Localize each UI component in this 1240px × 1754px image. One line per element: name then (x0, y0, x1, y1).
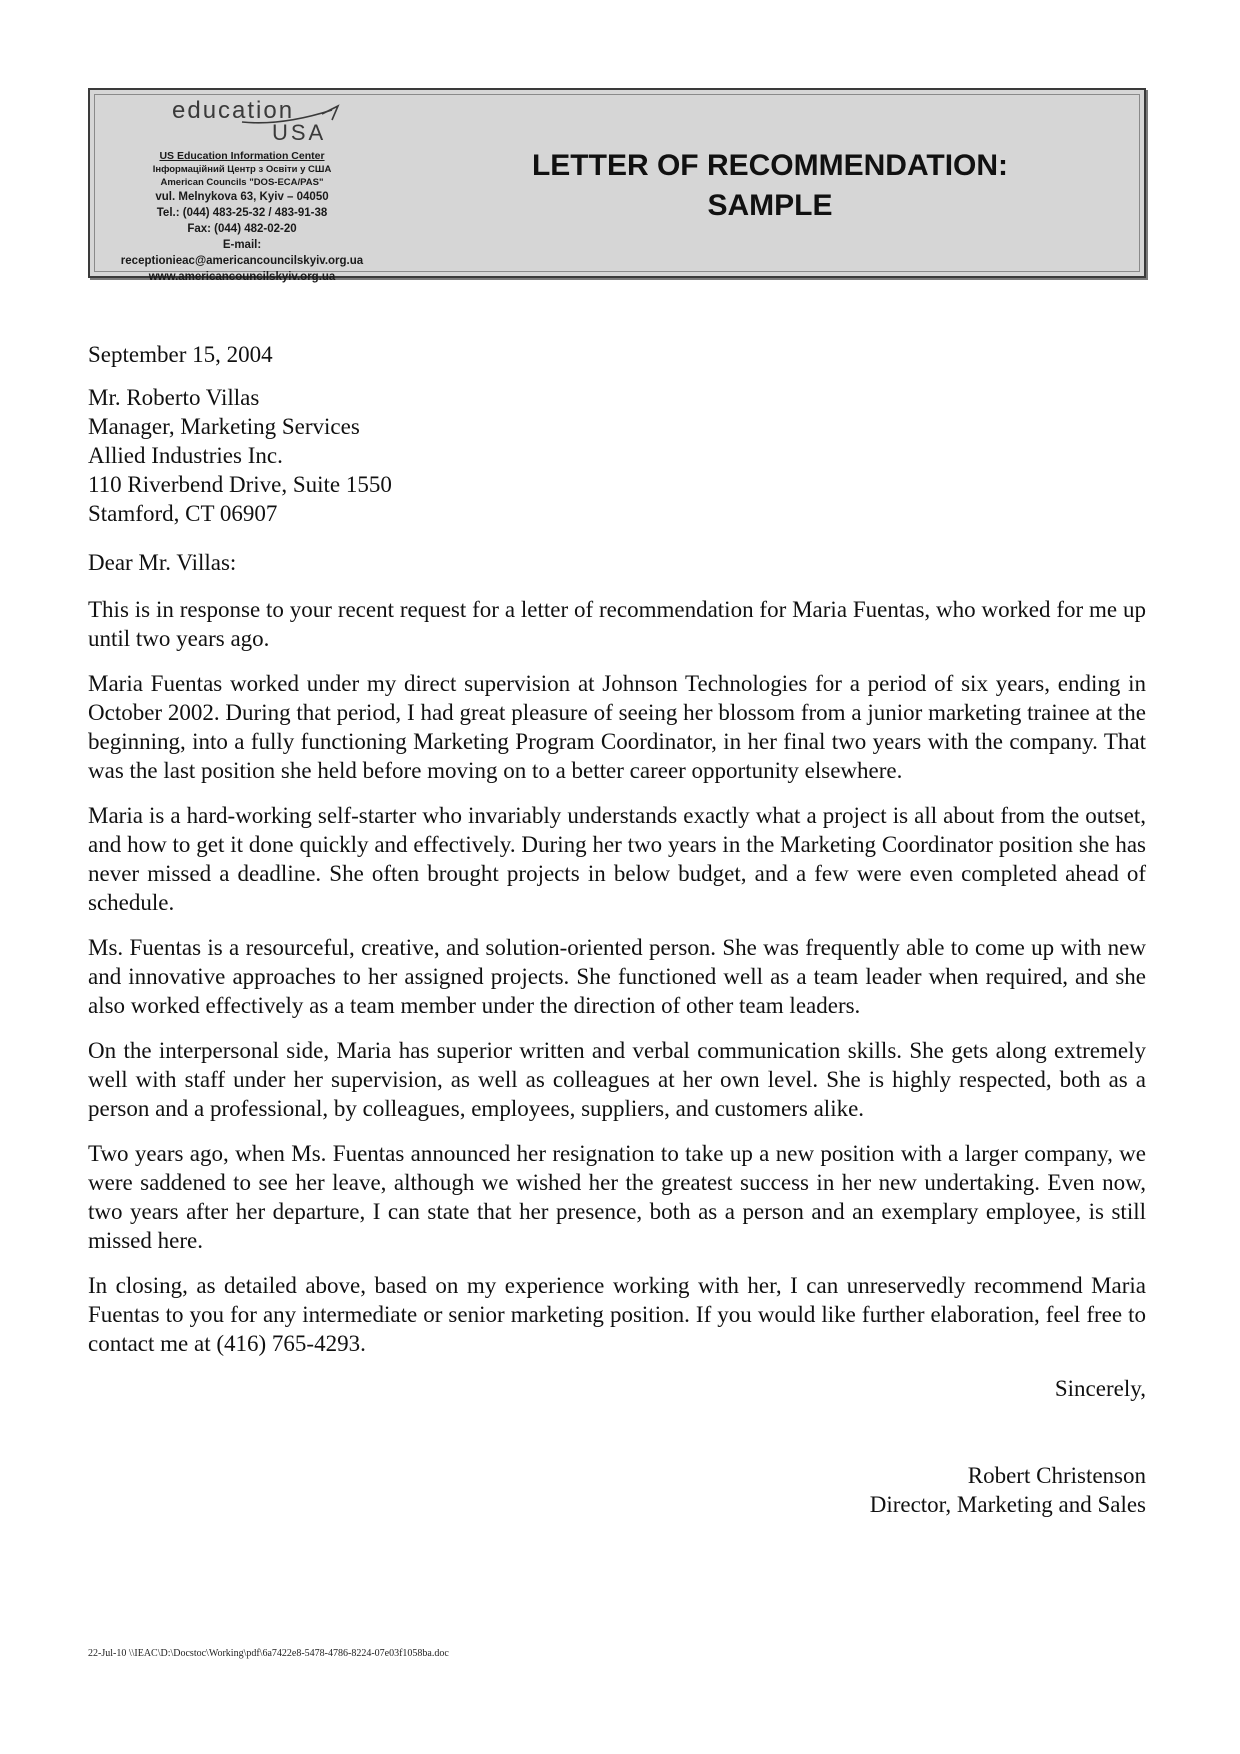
signature-block (88, 1461, 1146, 1519)
org-affiliation: American Councils "DOS-ECA/PAS" (160, 177, 324, 188)
org-fax: Fax: (044) 482-02-20 (187, 223, 297, 235)
org-name: US Education Information Center (159, 150, 325, 162)
signer-title: Director, Marketing and Sales (869, 1492, 1146, 1517)
title-line-1: LETTER OF RECOMMENDATION: (531, 149, 1009, 182)
paragraph: On the interpersonal side, Maria has superior written and verbal communication skills. She gets along extremely well with staff under her supervision, as well as colleagues at her own level. She is highly respected, both as a person and a professional, by colleagues, employees, suppliers, and customers alike. (88, 1038, 1146, 1121)
recipient-title: Manager, Marketing Services (88, 414, 360, 439)
paragraph: This is in response to your recent request for a letter of recommendation for Maria Fuentas, who worked for me up until two years ago. (88, 597, 1146, 651)
recipient-name: Mr. Roberto Villas (88, 385, 260, 410)
recipient-city: Stamford, CT 06907 (88, 501, 278, 526)
closing: Sincerely, (1054, 1376, 1146, 1401)
footer-file-path: 22-Jul-10 \\IEAC\D:\Docstoc\Working\pdf\6a7422e8-5478-4786-8224-07e03f1058ba.doc (88, 1648, 449, 1659)
paragraph: Ms. Fuentas is a resourceful, creative, and solution-oriented person. She was frequently able to come up with new and innovative approaches to her assigned projects. She functioned well as a team leader when required, and she also worked effectively as a team member under the direction of other team leaders. (88, 935, 1146, 1018)
recipient-street: 110 Riverbend Drive, Suite 1550 (88, 472, 392, 497)
recipient-company: Allied Industries Inc. (88, 443, 283, 468)
document-title (430, 146, 1110, 226)
letter-body (88, 340, 1146, 1519)
paragraph: Maria Fuentas worked under my direct supervision at Johnson Technologies for a period of six years, ending in October 2002. During that period, I had great pleasure of seeing her blossom from a junior marketing trainee at the beginning, into a fully functioning Marketing Program Coordinator, in her final two years with the company. That was the last position she held before moving on to a better career opportunity elsewhere. (88, 671, 1146, 783)
org-website: www.americancouncilskyiv.org.ua (148, 271, 336, 283)
org-address: vul. Melnykova 63, Kyiv – 04050 (155, 191, 329, 203)
paragraph: In closing, as detailed above, based on my experience working with her, I can unreservedly recommend Maria Fuentas to you for any intermediate or senior marketing position. If you would like further elaboration, feel free to contact me at (416) 765-4293. (88, 1273, 1146, 1356)
org-name-ukrainian: Інформаційний Центр з Освіти у США (152, 164, 332, 175)
education-usa-logo-graphic (122, 96, 362, 146)
paragraph: Maria is a hard-working self-starter who invariably understands exactly what a project is all about from the outset, and how to get it done quickly and effectively. During her two years in the Marketing Coordinator position she has never missed a deadline. She often brought projects in below budget, and a few were even completed ahead of schedule. (88, 803, 1146, 915)
salutation: Dear Mr. Villas: (88, 550, 237, 575)
org-telephone: Tel.: (044) 483-25-32 / 483-91-38 (156, 207, 328, 219)
organization-block (94, 90, 390, 283)
logo-text-education: education (172, 97, 295, 124)
recipient-address (88, 383, 1146, 528)
title-line-2: SAMPLE (707, 189, 833, 222)
education-usa-logo (94, 96, 390, 146)
org-email: receptionieac@americancouncilskyiv.org.ua (120, 255, 364, 267)
org-email-label: E-mail: (222, 239, 262, 251)
letter-date: September 15, 2004 (88, 342, 273, 367)
signer-name: Robert Christenson (967, 1463, 1146, 1488)
logo-text-usa: USA (272, 120, 327, 145)
letterhead-box (88, 88, 1146, 283)
paragraph: Two years ago, when Ms. Fuentas announced her resignation to take up a new position with a larger company, we were saddened to see her leave, although we wished her the greatest success in her new undertaking. Even now, two years after her departure, I can state that her presence, both as a person and an exemplary employee, is still missed here. (88, 1141, 1146, 1253)
